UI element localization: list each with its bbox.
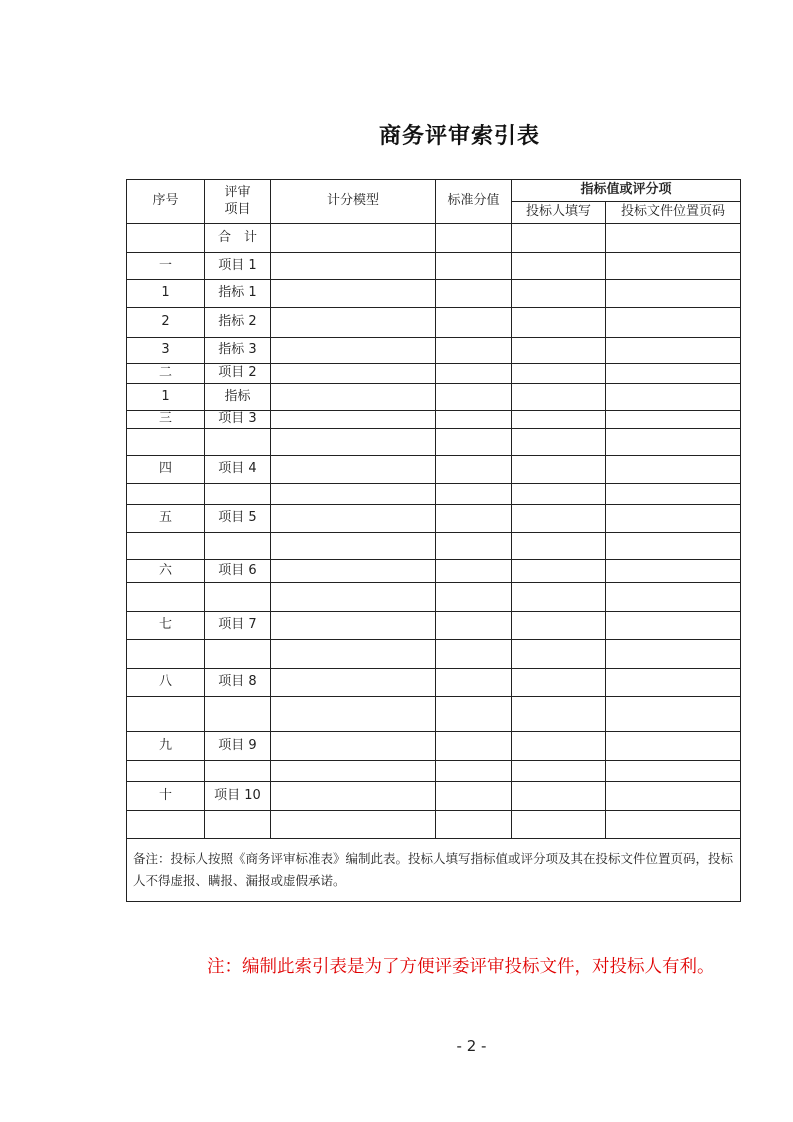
header-item: [205, 180, 271, 224]
item-cell: [205, 533, 271, 560]
seq-cell: [127, 761, 205, 782]
item-cell: [205, 583, 271, 612]
page-cell[interactable]: [606, 280, 741, 308]
header-model: 计分模型: [271, 180, 436, 224]
model-cell[interactable]: [271, 560, 436, 583]
page-cell[interactable]: [606, 697, 741, 732]
fill-cell[interactable]: [512, 505, 606, 533]
header-page: 投标文件位置页码: [606, 202, 741, 224]
header-fill: 投标人填写: [512, 202, 606, 224]
model-cell[interactable]: [271, 782, 436, 811]
model-cell[interactable]: [271, 224, 436, 253]
header-row: [127, 180, 741, 202]
seq-cell: [127, 429, 205, 456]
page-cell[interactable]: [606, 732, 741, 761]
score-cell[interactable]: [436, 505, 512, 533]
page-title: 商务评审索引表: [378, 124, 540, 149]
item-cell: 指标: [205, 384, 271, 411]
fill-cell[interactable]: [512, 612, 606, 640]
seq-cell: [127, 224, 205, 253]
item-cell: 项目 5: [205, 505, 271, 533]
page-cell[interactable]: [606, 224, 741, 253]
seq-cell: 七: [127, 612, 205, 640]
fill-cell[interactable]: [512, 669, 606, 697]
table-row: [127, 224, 741, 253]
fill-cell[interactable]: [512, 456, 606, 484]
table-row: [127, 761, 741, 782]
seq-cell: 五: [127, 505, 205, 533]
header-group: 指标值或评分项: [512, 180, 741, 202]
model-cell[interactable]: [271, 612, 436, 640]
fill-cell[interactable]: [512, 640, 606, 669]
fill-cell[interactable]: [512, 224, 606, 253]
score-cell[interactable]: [436, 560, 512, 583]
score-cell[interactable]: [436, 583, 512, 612]
header-item-line1: 评审: [224, 185, 251, 201]
item-cell: 项目 10: [205, 782, 271, 811]
score-cell[interactable]: [436, 761, 512, 782]
seq-cell: 九: [127, 732, 205, 761]
fill-cell[interactable]: [512, 583, 606, 612]
fill-cell[interactable]: [512, 697, 606, 732]
page-cell[interactable]: [606, 669, 741, 697]
page-cell[interactable]: [606, 338, 741, 364]
score-cell[interactable]: [436, 429, 512, 456]
table-row: [127, 411, 741, 429]
table-row: [127, 640, 741, 669]
score-cell[interactable]: [436, 253, 512, 280]
item-cell: 指标 1: [205, 280, 271, 308]
seq-cell: [127, 697, 205, 732]
item-cell: [205, 697, 271, 732]
item-cell: [205, 811, 271, 839]
model-cell[interactable]: [271, 364, 436, 384]
seq-cell: 二: [127, 364, 205, 384]
fill-cell[interactable]: [512, 761, 606, 782]
fill-cell[interactable]: [512, 429, 606, 456]
model-cell[interactable]: [271, 732, 436, 761]
header-seq: 序号: [127, 180, 205, 224]
table-row: [127, 697, 741, 732]
page-cell[interactable]: [606, 560, 741, 583]
score-cell[interactable]: [436, 612, 512, 640]
model-cell[interactable]: [271, 308, 436, 338]
table-row: [127, 338, 741, 364]
footnote: 注：编制此索引表是为了方便评委评审投标文件，对投标人有利。: [207, 957, 715, 977]
seq-cell: 2: [127, 308, 205, 338]
fill-cell[interactable]: [512, 411, 606, 429]
page-cell[interactable]: [606, 364, 741, 384]
fill-cell[interactable]: [512, 253, 606, 280]
seq-cell: [127, 640, 205, 669]
note-row: [127, 839, 741, 902]
fill-cell[interactable]: [512, 338, 606, 364]
fill-cell[interactable]: [512, 308, 606, 338]
seq-cell: 一: [127, 253, 205, 280]
seq-cell: 十: [127, 782, 205, 811]
page-cell[interactable]: [606, 429, 741, 456]
item-cell: 项目 2: [205, 364, 271, 384]
model-cell[interactable]: [271, 761, 436, 782]
table-row: [127, 612, 741, 640]
item-cell: [205, 429, 271, 456]
page-number: - 2 -: [456, 1037, 487, 1055]
page-cell[interactable]: [606, 811, 741, 839]
fill-cell[interactable]: [512, 560, 606, 583]
fill-cell[interactable]: [512, 384, 606, 411]
fill-cell[interactable]: [512, 811, 606, 839]
seq-cell: 1: [127, 384, 205, 411]
item-cell: 指标 2: [205, 308, 271, 338]
score-cell[interactable]: [436, 456, 512, 484]
page-cell[interactable]: [606, 253, 741, 280]
header-item-line2: 项目: [224, 201, 251, 217]
item-cell: 合 计: [205, 224, 271, 253]
item-cell: 项目 8: [205, 669, 271, 697]
item-cell: [205, 640, 271, 669]
model-cell[interactable]: [271, 384, 436, 411]
header-score: 标准分值: [436, 180, 512, 224]
seq-cell: 3: [127, 338, 205, 364]
model-cell[interactable]: [271, 583, 436, 612]
table-row: [127, 456, 741, 484]
page-cell[interactable]: [606, 782, 741, 811]
page-cell[interactable]: [606, 308, 741, 338]
note-text: 备注：投标人按照《商务评审标准表》编制此表。投标人填写指标值或评分项及其在投标文件位置页码，投标人不得虚报、瞒报、漏报或虚假承诺。: [127, 839, 741, 902]
score-cell[interactable]: [436, 782, 512, 811]
index-table: [126, 179, 741, 902]
page-cell[interactable]: [606, 505, 741, 533]
model-cell[interactable]: [271, 280, 436, 308]
table-row: [127, 560, 741, 583]
score-cell[interactable]: [436, 411, 512, 429]
score-cell[interactable]: [436, 338, 512, 364]
seq-cell: 三: [127, 411, 205, 429]
table-row: [127, 384, 741, 411]
model-cell[interactable]: [271, 429, 436, 456]
table-row: [127, 732, 741, 761]
score-cell[interactable]: [436, 308, 512, 338]
item-cell: 项目 7: [205, 612, 271, 640]
page-cell[interactable]: [606, 456, 741, 484]
item-cell: [205, 761, 271, 782]
page-cell[interactable]: [606, 411, 741, 429]
page-cell[interactable]: [606, 533, 741, 560]
model-cell[interactable]: [271, 533, 436, 560]
table-row: [127, 280, 741, 308]
score-cell[interactable]: [436, 224, 512, 253]
item-cell: 指标 3: [205, 338, 271, 364]
table-row: [127, 505, 741, 533]
seq-cell: [127, 811, 205, 839]
model-cell[interactable]: [271, 456, 436, 484]
fill-cell[interactable]: [512, 484, 606, 505]
table-row: [127, 811, 741, 839]
table-row: [127, 253, 741, 280]
table-row: [127, 782, 741, 811]
fill-cell[interactable]: [512, 364, 606, 384]
model-cell[interactable]: [271, 640, 436, 669]
model-cell[interactable]: [271, 669, 436, 697]
seq-cell: [127, 583, 205, 612]
page-cell[interactable]: [606, 761, 741, 782]
table-row: [127, 484, 741, 505]
model-cell[interactable]: [271, 253, 436, 280]
page-cell[interactable]: [606, 640, 741, 669]
model-cell[interactable]: [271, 505, 436, 533]
score-cell[interactable]: [436, 640, 512, 669]
score-cell[interactable]: [436, 732, 512, 761]
seq-cell: 八: [127, 669, 205, 697]
page-cell[interactable]: [606, 612, 741, 640]
score-cell[interactable]: [436, 384, 512, 411]
seq-cell: 六: [127, 560, 205, 583]
model-cell[interactable]: [271, 484, 436, 505]
page-cell[interactable]: [606, 583, 741, 612]
fill-cell[interactable]: [512, 533, 606, 560]
score-cell[interactable]: [436, 669, 512, 697]
item-cell: 项目 6: [205, 560, 271, 583]
seq-cell: [127, 533, 205, 560]
model-cell[interactable]: [271, 338, 436, 364]
item-cell: 项目 4: [205, 456, 271, 484]
item-cell: 项目 3: [205, 411, 271, 429]
seq-cell: [127, 484, 205, 505]
fill-cell[interactable]: [512, 782, 606, 811]
fill-cell[interactable]: [512, 732, 606, 761]
model-cell[interactable]: [271, 697, 436, 732]
table-row: [127, 583, 741, 612]
score-cell[interactable]: [436, 533, 512, 560]
page-cell[interactable]: [606, 384, 741, 411]
score-cell[interactable]: [436, 811, 512, 839]
item-cell: 项目 9: [205, 732, 271, 761]
table-row: [127, 669, 741, 697]
model-cell[interactable]: [271, 411, 436, 429]
score-cell[interactable]: [436, 280, 512, 308]
item-cell: 项目 1: [205, 253, 271, 280]
seq-cell: 1: [127, 280, 205, 308]
table-row: [127, 364, 741, 384]
score-cell[interactable]: [436, 484, 512, 505]
model-cell[interactable]: [271, 811, 436, 839]
seq-cell: 四: [127, 456, 205, 484]
table-row: [127, 533, 741, 560]
table-row: [127, 308, 741, 338]
table-row: [127, 429, 741, 456]
score-cell[interactable]: [436, 697, 512, 732]
page-cell[interactable]: [606, 484, 741, 505]
item-cell: [205, 484, 271, 505]
score-cell[interactable]: [436, 364, 512, 384]
fill-cell[interactable]: [512, 280, 606, 308]
